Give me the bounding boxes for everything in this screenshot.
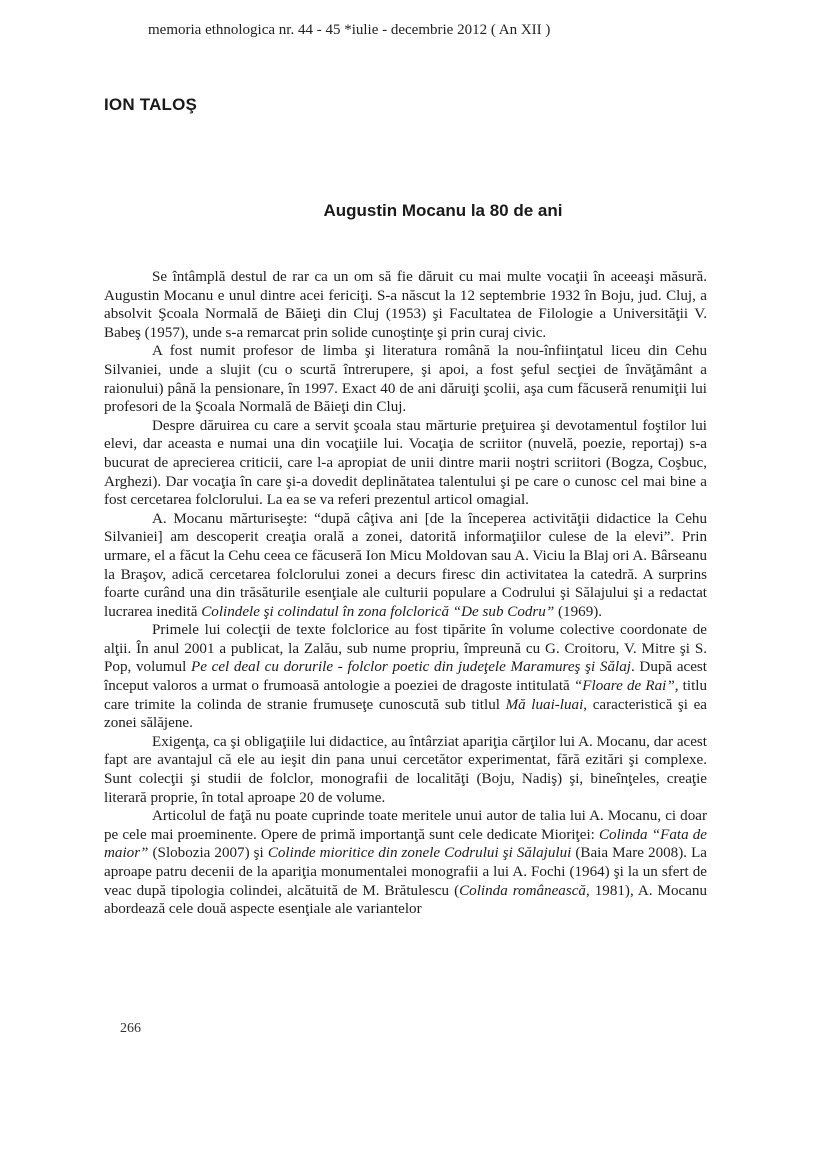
paragraph-7-text-3: (Baia Mare 2008). La aproape patru decenii de la apariţia monumentalei monografii a lui A. Fochi (1964) şi la un sfert de veac după tipologia colindei, alcătuită de M. Brătulescu (: [104, 845, 707, 899]
paragraph-6: Exigenţa, ca şi obligaţiile lui didactice, au întârziat apariţia cărţilor lui A. Mocanu, dar acest fapt are avantajul că ele au ieşit din pana unui cercetător experimentat, fără ezitări şi complexe. Sunt colecţii şi studii de folclor, monografii de localităţi (Boju, Nadiş) şi, bineînţeles, creaţie literară proprie, în total aproape 20 de volume.: [104, 733, 707, 806]
paragraph-7-text: Articolul de faţă nu poate cuprinde toate meritele unui autor de talia lui A. Mocanu, ci doar pe cele mai proeminente. Opere de primă importanţă sunt cele dedicate Mioriţei:: [104, 808, 707, 843]
paragraph-7-text-2: (Slobozia 2007) şi: [148, 845, 268, 862]
paragraph-5-italic-2: “Floare de Rai”: [573, 678, 675, 695]
paragraph-4-italic: Colindele şi colindatul în zona folclorică “De sub Codru”: [201, 603, 555, 620]
paragraph-5-text-2: . După acest început valoros a urmat o frumoasă antologie a poeziei de dragoste intitulată: [104, 659, 707, 695]
paragraph-3: Despre dăruirea cu care a servit şcoala stau mărturie preţuirea şi devotamentul foştilor lui elevi, dar aceasta e numai una din vocaţiile lui. Vocaţia de scriitor (nuvelă, poezie, reportaj) s-a bucurat de aprecierea criticii, care l-a apropiat de unii dintre marii noştri scriitori (Bogza, Coşbuc, Arghezi). Dar vocaţia în care şi-a dovedit deplinătatea talentului şi pe care o cunosc cel mai bine a fost cercetarea folclorului. La ea se va referi prezentul articol omagial.: [104, 417, 707, 509]
paragraph-7: [104, 807, 707, 919]
article-title: Augustin Mocanu la 80 de ani: [323, 201, 563, 220]
paragraph-4: [104, 510, 707, 622]
paragraph-5-end: , caracteristică şi ea zonei sălăjene.: [104, 696, 707, 732]
paragraph-5-text-3: , titlu care trimite la colinda de stranie frumuseţe cunoscută sub titlul: [104, 678, 708, 713]
paragraph-2: A fost numit profesor de limba şi literatura română la nou-înfiinţatul liceu din Cehu Silvaniei, unde a slujit (cu o scurtă întrerupere, şi apoi, a fost şeful secţiei de învăţământ a raionului) până la pensionare, în 1997. Exact 40 de ani dăruiţi şcolii, aşa cum făcuseră renumiţii lui profesori de la Şcoala Normală de Băieţi din Cluj.: [104, 343, 707, 416]
paragraph-7-italic-3: Colinda românească: [459, 882, 586, 899]
paragraph-4-text: A. Mocanu mărturiseşte: “după câţiva ani [de la începerea activităţii didactice la Cehu Silvaniei] am descoperit creaţia orală a zonei, datorită informaţiilor culese de la elevi”. Prin urmare, el a făcut la Cehu ceea ce făcuseră Ion Micu Moldovan sau A. Viciu la Blaj ori A. Bârseanu la Braşov, adică cercetarea folclorului zonei a decurs firesc din activitatea la catedră. A surprins foarte curând una din trăsăturile esenţiale ale culturii populare a Codrului şi Sălajului şi a redactat lucrarea inedită: [104, 510, 707, 620]
paragraph-7-end: , 1981), A. Mocanu abordează cele două aspecte esenţiale ale variantelor: [104, 882, 708, 918]
paragraph-5-italic-1: Pe cel deal cu dorurile - folclor poetic din judeţele Maramureş şi Sălaj: [191, 659, 631, 676]
running-header: memoria ethnologica nr. 44 - 45 *iulie - decembrie 2012 ( An XII ): [148, 22, 551, 38]
article-author: ION TALOŞ: [104, 95, 198, 114]
paragraph-5-text: Primele lui colecţii de texte folclorice au fost tipărite în volume colective coordonate de alţii. În anul 2001 a publicat, la Zalău, sub nume propriu, împreună cu G. Croitoru, V. Mitre şi S. Pop, volumul: [104, 622, 707, 676]
article-body: [104, 268, 707, 919]
page-number: 266: [120, 1021, 141, 1036]
paragraph-4-end: (1969).: [554, 603, 603, 620]
paragraph-7-italic-1: Colinda “Fata de maior”: [104, 826, 707, 862]
paragraph-5: [104, 621, 707, 733]
paragraph-5-italic-3: Mă luai-luai: [505, 696, 584, 713]
paragraph-1: Se întâmplă destul de rar ca un om să fie dăruit cu mai multe vocaţii în aceeaşi măsură. Augustin Mocanu e unul dintre acei fericiţi. S-a născut la 12 septembrie 1932 în Boju, jud. Cluj, a absolvit Şcoala Normală de Băieţi din Cluj (1953) şi Facultatea de Filologie a Universităţii V. Babeş (1957), unde s-a remarcat prin solide cunoştinţe şi prin curaj civic.: [104, 269, 707, 341]
paragraph-7-italic-2: Colinde mioritice din zonele Codrului şi Sălajului: [267, 845, 572, 862]
